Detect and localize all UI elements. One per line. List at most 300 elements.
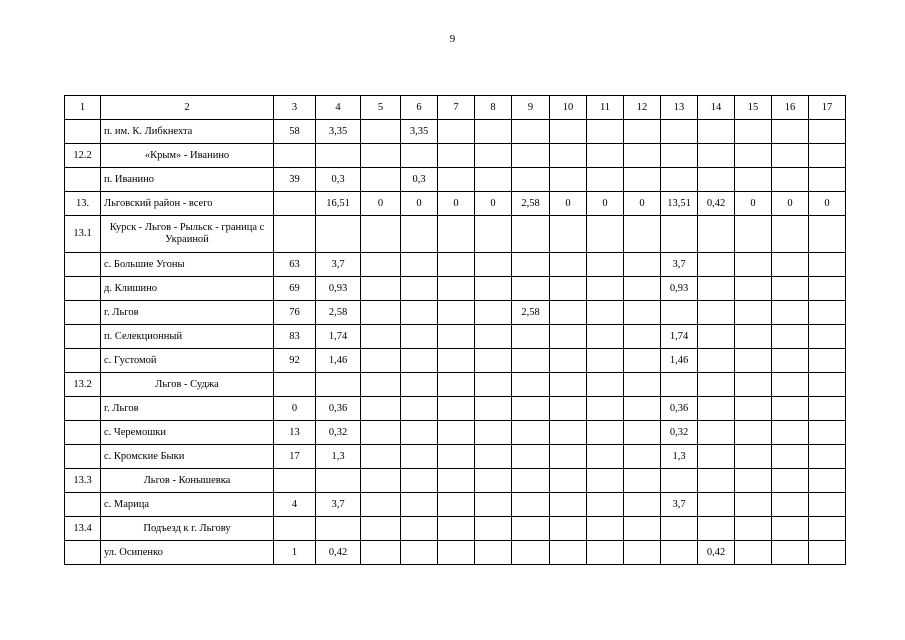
value-cell [438,325,475,349]
table-row [65,120,846,144]
value-cell [698,253,735,277]
value-cell [401,421,438,445]
value-cell [772,325,809,349]
value-cell [438,168,475,192]
value-cell [698,216,735,253]
value-cell [698,325,735,349]
row-name-cell: Подъезд к г. Льгову [101,517,274,541]
value-cell [624,325,661,349]
value-cell [550,517,587,541]
row-number-cell: 13.2 [65,373,101,397]
value-cell [587,421,624,445]
table-row [65,541,846,565]
value-cell [361,144,401,168]
value-cell: 0,3 [401,168,438,192]
row-name-cell: Курск - Льгов - Рыльск - граница с Украиной [101,216,274,253]
value-cell [735,349,772,373]
value-cell [512,445,550,469]
value-cell [475,168,512,192]
value-cell [550,216,587,253]
table-row [65,421,846,445]
section-row [65,216,846,253]
value-cell [772,541,809,565]
value-cell: 0,32 [661,421,698,445]
value-cell [550,373,587,397]
value-cell [772,349,809,373]
column-header: 3 [274,96,316,120]
value-cell [698,469,735,493]
value-cell: 0,42 [698,541,735,565]
table-row [65,253,846,277]
value-cell [274,517,316,541]
value-cell [475,493,512,517]
value-cell: 1,74 [661,325,698,349]
row-name-cell: Льговский район - всего [101,192,274,216]
value-cell [401,277,438,301]
value-cell [624,493,661,517]
value-cell [475,469,512,493]
value-cell [809,277,846,301]
row-number-cell [65,493,101,517]
value-cell [735,325,772,349]
value-cell [624,373,661,397]
value-cell [735,541,772,565]
value-cell [475,216,512,253]
row-number-cell [65,277,101,301]
value-cell: 0 [361,192,401,216]
value-cell [274,373,316,397]
value-cell [512,541,550,565]
value-cell [361,277,401,301]
value-cell [361,373,401,397]
value-cell [661,301,698,325]
value-cell: 13,51 [661,192,698,216]
row-name-cell: Льгов - Суджа [101,373,274,397]
value-cell [698,120,735,144]
value-cell [475,421,512,445]
value-cell [401,349,438,373]
value-cell [274,144,316,168]
value-cell [772,301,809,325]
value-cell: 92 [274,349,316,373]
value-cell [512,349,550,373]
value-cell [587,469,624,493]
column-header: 2 [101,96,274,120]
row-number-cell [65,253,101,277]
row-number-cell [65,541,101,565]
value-cell [809,325,846,349]
value-cell: 0,42 [698,192,735,216]
value-cell [475,253,512,277]
value-cell [735,421,772,445]
value-cell: 0,93 [661,277,698,301]
row-number-cell: 13.1 [65,216,101,253]
row-name-cell: Льгов - Конышевка [101,469,274,493]
value-cell [587,517,624,541]
value-cell [401,445,438,469]
row-name-cell: с. Марица [101,493,274,517]
value-cell [475,144,512,168]
column-header: 11 [587,96,624,120]
value-cell [512,216,550,253]
value-cell: 16,51 [316,192,361,216]
row-number-cell: 13.4 [65,517,101,541]
row-number-cell [65,445,101,469]
value-cell [401,216,438,253]
value-cell [624,216,661,253]
value-cell [512,144,550,168]
value-cell [475,517,512,541]
value-cell [624,517,661,541]
value-cell: 76 [274,301,316,325]
value-cell [698,421,735,445]
row-number-cell [65,421,101,445]
column-header: 16 [772,96,809,120]
value-cell [361,325,401,349]
value-cell [735,168,772,192]
value-cell: 0,3 [316,168,361,192]
value-cell [698,517,735,541]
value-cell [587,493,624,517]
value-cell [624,253,661,277]
table-row [65,325,846,349]
value-cell [316,517,361,541]
value-cell [809,301,846,325]
row-name-cell: п. Иванино [101,168,274,192]
value-cell [735,445,772,469]
value-cell [361,469,401,493]
row-name-cell: д. Клишино [101,277,274,301]
value-cell [772,168,809,192]
value-cell [624,445,661,469]
value-cell [512,120,550,144]
section-row [65,469,846,493]
value-cell [809,373,846,397]
value-cell: 1,3 [661,445,698,469]
value-cell: 2,58 [512,301,550,325]
value-cell: 13 [274,421,316,445]
value-cell [698,445,735,469]
value-cell [438,493,475,517]
value-cell [698,301,735,325]
value-cell [698,168,735,192]
value-cell [361,541,401,565]
value-cell [438,517,475,541]
page-number: 9 [449,33,456,45]
value-cell [587,325,624,349]
value-cell: 0 [587,192,624,216]
value-cell [550,493,587,517]
value-cell [438,216,475,253]
value-cell [512,253,550,277]
value-cell [550,168,587,192]
value-cell [438,144,475,168]
value-cell: 0,36 [661,397,698,421]
value-cell: 0 [809,192,846,216]
value-cell: 0,93 [316,277,361,301]
value-cell [698,397,735,421]
value-cell [550,253,587,277]
value-cell [550,277,587,301]
value-cell: 1,46 [661,349,698,373]
data-table [64,95,846,565]
value-cell [809,445,846,469]
value-cell [698,349,735,373]
value-cell [438,421,475,445]
value-cell: 0 [772,192,809,216]
value-cell [661,517,698,541]
value-cell [735,469,772,493]
value-cell [550,469,587,493]
value-cell [624,168,661,192]
value-cell [587,120,624,144]
value-cell [438,373,475,397]
value-cell [274,192,316,216]
value-cell [809,120,846,144]
value-cell [772,493,809,517]
value-cell [735,216,772,253]
value-cell [661,168,698,192]
row-name-cell: «Крым» - Иванино [101,144,274,168]
value-cell [809,469,846,493]
value-cell [624,301,661,325]
column-header: 12 [624,96,661,120]
value-cell [698,277,735,301]
value-cell [735,301,772,325]
value-cell [661,216,698,253]
header-row [65,96,846,120]
value-cell [809,216,846,253]
value-cell [512,277,550,301]
value-cell [624,541,661,565]
value-cell: 3,35 [316,120,361,144]
value-cell [550,421,587,445]
value-cell [587,397,624,421]
value-cell [438,277,475,301]
value-cell [512,397,550,421]
value-cell [438,397,475,421]
value-cell: 39 [274,168,316,192]
value-cell [475,120,512,144]
value-cell [550,144,587,168]
column-header: 4 [316,96,361,120]
value-cell [401,493,438,517]
value-cell [698,373,735,397]
value-cell [361,493,401,517]
value-cell: 0 [475,192,512,216]
value-cell [550,445,587,469]
value-cell [661,469,698,493]
section-row [65,144,846,168]
value-cell: 0 [401,192,438,216]
value-cell: 63 [274,253,316,277]
value-cell: 3,35 [401,120,438,144]
value-cell [401,325,438,349]
value-cell [475,373,512,397]
value-cell: 0,36 [316,397,361,421]
value-cell [809,541,846,565]
value-cell [809,421,846,445]
column-header: 10 [550,96,587,120]
value-cell [587,373,624,397]
value-cell [316,373,361,397]
value-cell [587,216,624,253]
row-number-cell [65,120,101,144]
value-cell [401,469,438,493]
value-cell [274,469,316,493]
section-row [65,517,846,541]
value-cell [772,517,809,541]
column-header: 13 [661,96,698,120]
section-row [65,373,846,397]
value-cell [401,517,438,541]
value-cell [438,469,475,493]
table-row [65,397,846,421]
value-cell [475,277,512,301]
column-header: 7 [438,96,475,120]
row-name-cell: с. Большие Угоны [101,253,274,277]
value-cell [475,301,512,325]
value-cell [624,120,661,144]
row-name-cell: г. Льгов [101,397,274,421]
value-cell [809,493,846,517]
value-cell [512,373,550,397]
value-cell [735,253,772,277]
value-cell [512,325,550,349]
value-cell: 2,58 [512,192,550,216]
value-cell [661,373,698,397]
value-cell [550,120,587,144]
value-cell [735,493,772,517]
value-cell [587,445,624,469]
value-cell [512,421,550,445]
value-cell [772,144,809,168]
value-cell [587,349,624,373]
value-cell [475,325,512,349]
row-name-cell: ул. Осипенко [101,541,274,565]
value-cell [361,445,401,469]
value-cell [772,445,809,469]
table-row [65,277,846,301]
value-cell [316,469,361,493]
column-header: 5 [361,96,401,120]
value-cell [361,253,401,277]
value-cell: 3,7 [661,493,698,517]
value-cell: 1,74 [316,325,361,349]
value-cell: 0 [438,192,475,216]
value-cell [624,277,661,301]
row-name-cell: п. Селекционный [101,325,274,349]
row-name-cell: п. им. К. Либкнехта [101,120,274,144]
value-cell [661,120,698,144]
value-cell [587,253,624,277]
value-cell [401,541,438,565]
value-cell [550,397,587,421]
column-header: 6 [401,96,438,120]
value-cell: 0 [735,192,772,216]
row-name-cell: с. Черемошки [101,421,274,445]
value-cell: 0,42 [316,541,361,565]
value-cell [735,397,772,421]
value-cell [809,144,846,168]
row-number-cell [65,168,101,192]
value-cell [735,517,772,541]
value-cell [587,301,624,325]
column-header: 8 [475,96,512,120]
value-cell [772,421,809,445]
value-cell [550,301,587,325]
value-cell [735,120,772,144]
value-cell: 0 [550,192,587,216]
value-cell [361,349,401,373]
value-cell [512,493,550,517]
value-cell [475,397,512,421]
value-cell [512,168,550,192]
value-cell [550,349,587,373]
row-number-cell [65,349,101,373]
value-cell [624,144,661,168]
column-header: 17 [809,96,846,120]
value-cell [698,493,735,517]
column-header: 9 [512,96,550,120]
column-header: 14 [698,96,735,120]
value-cell [361,301,401,325]
row-number-cell [65,301,101,325]
table-row [65,493,846,517]
value-cell [361,517,401,541]
table-row [65,192,846,216]
value-cell [274,216,316,253]
table-row [65,301,846,325]
value-cell [438,253,475,277]
value-cell [772,216,809,253]
value-cell [361,397,401,421]
value-cell: 1,46 [316,349,361,373]
value-cell [587,168,624,192]
value-cell [772,253,809,277]
value-cell [735,373,772,397]
value-cell [735,144,772,168]
value-cell [361,421,401,445]
value-cell [438,120,475,144]
value-cell [772,373,809,397]
row-number-cell: 12.2 [65,144,101,168]
value-cell [475,349,512,373]
value-cell [809,168,846,192]
value-cell [512,517,550,541]
value-cell [735,277,772,301]
value-cell: 2,58 [316,301,361,325]
value-cell [316,144,361,168]
value-cell: 0 [624,192,661,216]
value-cell [401,144,438,168]
value-cell: 1 [274,541,316,565]
value-cell [809,253,846,277]
value-cell [624,397,661,421]
row-name-cell: с. Кромские Быки [101,445,274,469]
row-number-cell [65,325,101,349]
value-cell [512,469,550,493]
value-cell [401,253,438,277]
row-name-cell: г. Льгов [101,301,274,325]
table-row [65,349,846,373]
value-cell [361,120,401,144]
value-cell [475,445,512,469]
value-cell [587,277,624,301]
value-cell [772,397,809,421]
value-cell [624,349,661,373]
table-row [65,168,846,192]
